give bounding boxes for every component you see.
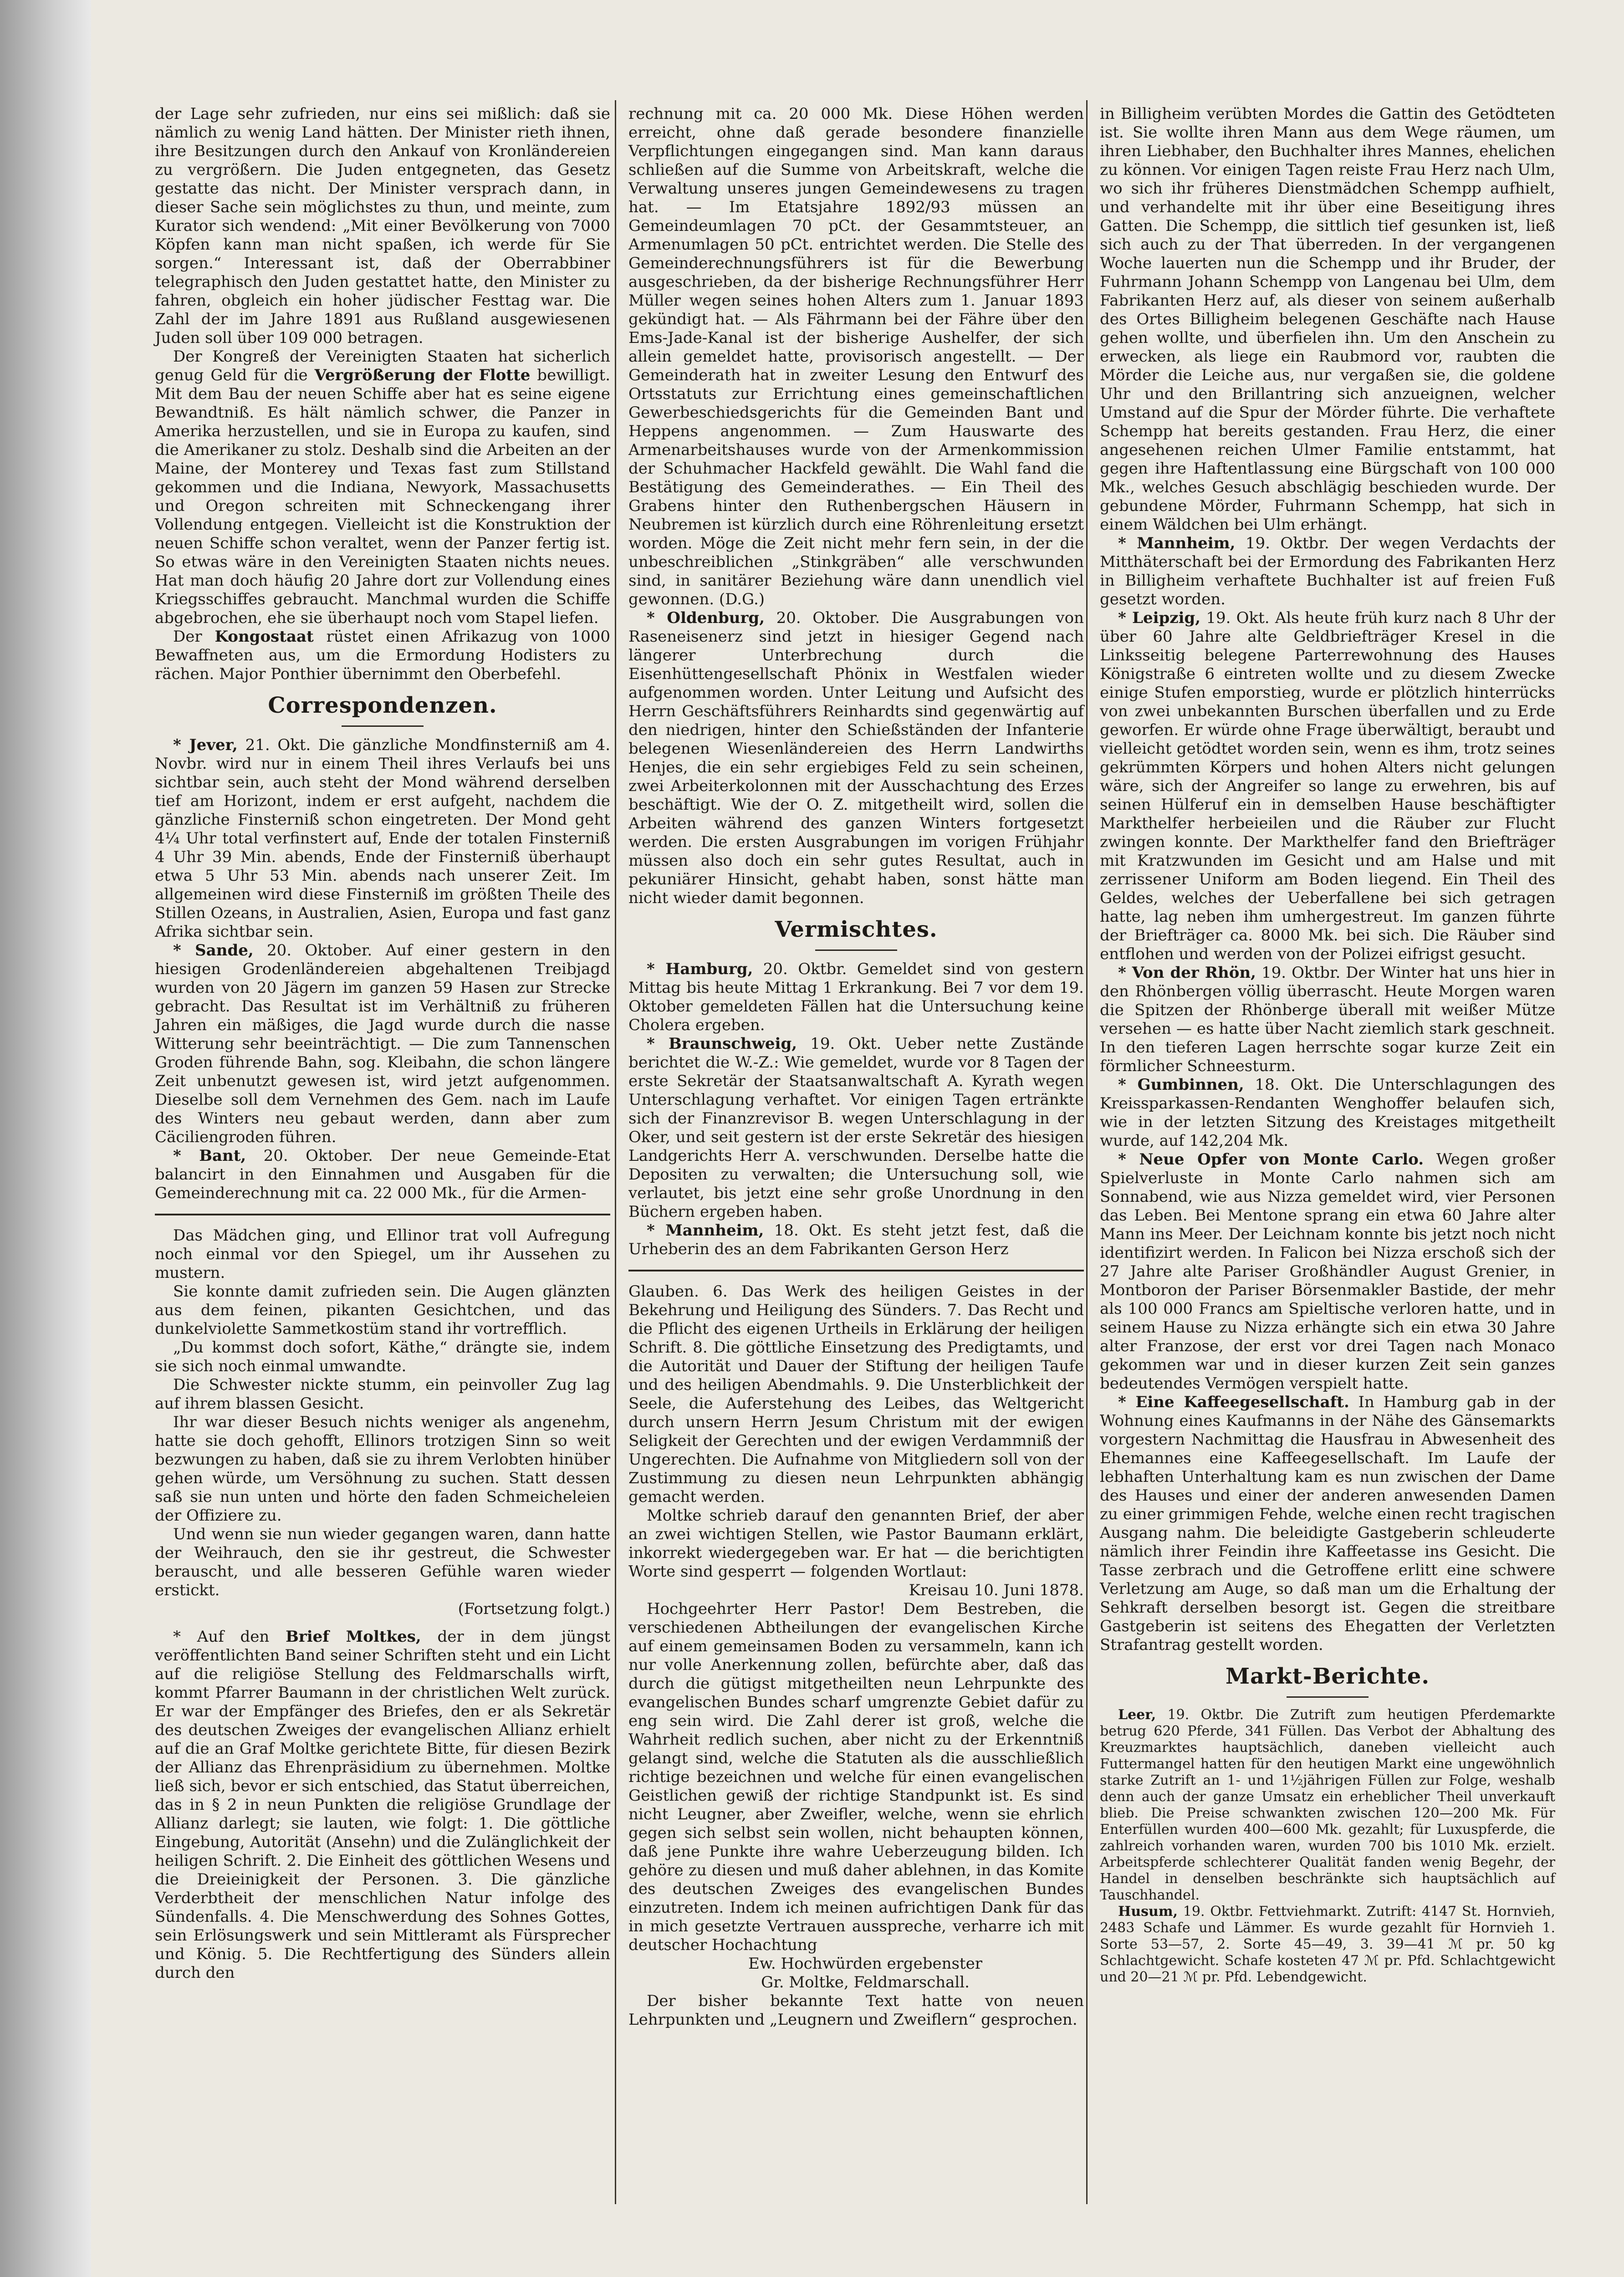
market-report-leer: Leer, 19. Oktbr. Die Zutrift zum heutigen Pferdemarkte betrug 620 Pferde, 341 Füllen. Das Verbot der Abhaltung des Kreuzmarktes hauptsächlich, daneben vielleicht auch Futtermangel hatten für den heutigen Markt eine ungewöhnlich starke Zutrift an 1- und 1½jährigen Füllen zur Folge, weshalb denn auch der ganze Umsatz ein erheblicher Theil unverkauft blieb. Die Preise schwankten zwischen 120—200 Mk. Für Enterfüllen wurden 400—600 Mk. gezahlt; für Luxuspferde, die zahlreich vorhanden waren, wurden 700 bis 1010 Mk. erzielt. Arbeitspferde schlechterer Qualität fanden wenig Begehr, der Handel in denselben beschränkte sich hauptsächlich auf Tauschhandel.: [1100, 1707, 1555, 1903]
section-heading-vermischtes: Vermischtes.: [775, 917, 938, 942]
article-flotte: Der Kongreß der Vereinigten Staaten hat sicherlich genug Geld für die Vergrößerung der Flotte bewilligt. Mit dem Bau der neuen Schiffe aber hat es seine eigene Bewandtniß. Es hält nämlich schwer, die Panzer in Amerika herzustellen, und sie in Europa zu kaufen, sind die Amerikaner zu stolz. Deshalb sind die Arbeiten an der Maine, der Monterey und Texas fast zum Stillstand gekommen und die Indiana, Newyork, Massachusetts und Oregon schreiten mit Schneckengang ihrer Vollendung entgegen. Vielleicht ist die Konstruktion der neuen Schiffe schon veraltet, wenn der Panzer fertig ist. So etwas wäre in den Vereinigten Staaten nichts neues. Hat man doch häufig 20 Jahre dort zur Vollendung eines Kriegsschiffes gebraucht. Manchmal wurden die Schiffe abgebrochen, ehe sie überhaupt noch vom Stapel liefen.: [155, 347, 611, 627]
section-heading-correspondenzen: Correspondenzen.: [268, 693, 497, 718]
feuilleton-text: Ihr war dieser Besuch nichts weniger als angenehm, hatte sie doch gehofft, Ellinors trotzigen Sinn so weit bezwungen zu haben, daß sie zu ihrem Verlobten hinüber gehen würde, um Versöhnung zu suchen. Statt dessen saß sie nun unten und hörte den faden Schmeicheleien der Offiziere zu.: [155, 1413, 610, 1525]
article-kongostaat: Der Kongostaat rüstet einen Afrikazug von 1000 Bewaffneten aus, um die Ermordung Hodisters zu rächen. Major Ponthier übernimmt den Oberbefehl.: [155, 628, 611, 683]
letter-signature: Gr. Moltke, Feldmarschall.: [761, 1973, 970, 1991]
article-leipzig: * Leipzig, 19. Okt. Als heute früh kurz nach 8 Uhr der über 60 Jahre alte Geldbriefträger Kresel in die Linksseitig belegene Parterrewohnung des Hauses Königstraße 6 eintreten wollte und zu diesem Zwecke einige Stufen emporstieg, wurde er plötzlich hinterrücks von zwei unbekannten Burschen überfallen und zu Erde geworfen. Er würde ohne Frage überwältigt, beraubt und vielleicht getödtet worden sein, wenn es ihm, trotz seines gekrümmten Körpers und hohen Alters nicht gelungen wäre, sich der Angreifer so lange zu erwehren, bis auf seinen Hülferuf ein in demselben Hause beschäftigter Markthelfer herbeieilen und die Räuber zur Flucht zwingen konnte. Der Markthelfer fand den Briefträger mit Kratzwunden im Gesicht und am Halse und mit zerrissener Uniform am Boden liegend. Ein Theil des Geldes, welches der Ueberfallene bei sich getragen hatte, lag neben ihm umhergestreut. Im ganzen führte der Briefträger ca. 8000 Mk. bei sich. Die Räuber sind entflohen und werden von der Polizei eifrigst gesucht.: [1100, 609, 1555, 963]
section-heading-marktberichte: Markt-Berichte.: [1225, 1664, 1430, 1689]
article-mannheim-2: * Mannheim, 19. Oktbr. Der wegen Verdachts der Mitthäterschaft bei der Ermordung des Fabrikanten Herz in Billigheim verhaftete Buchhalter ist auf freien Fuß gesetzt worden.: [1100, 534, 1555, 608]
article-monte-carlo: * Neue Opfer von Monte Carlo. Wegen großer Spielverluste in Monte Carlo nahmen sich am Sonnabend, wie aus Nizza gemeldet wird, vier Personen das Leben. Bei Mentone sprang ein etwa 60 Jahre alter Mann ins Meer. Der Leichnam konnte bis jetzt noch nicht identifizirt werden. In Falicon bei Nizza erschoß sich der 27 Jahre alte Pariser Großhändler August Grenier, in Montboron der Pariser Börsenmakler Bastide, der mehr als 100 000 Francs am Spieltische verloren hatte, und in seinem Hause zu Nizza erhängte sich ein etwa 30 Jahre alter Franzose, der erst vor drei Tagen nach Monaco gekommen war und in dieser kurzen Zeit sein ganzes bedeutendes Vermögen verspielt hatte.: [1100, 1150, 1556, 1393]
continuation-note: (Fortsetzung folgt.): [458, 1600, 610, 1618]
article-text: rechnung mit ca. 20 000 Mk. Diese Höhen werden erreicht, ohne daß gerade besondere finanzielle Verpflichtungen eingegangen sind. Man kann daraus schließen auf die Summe von Arbeitskraft, welche die Verwaltung unseres jungen Gemeindewesens zu tragen hat. — Im Etatsjahre 1892/93 müssen an Gemeindeumlagen 70 pCt. der Gesammtsteuer, an Armenumlagen 50 pCt. entrichtet werden. Die Stelle des Gemeinderechnungsführers ist für die Bewerbung ausgeschrieben, da der bisherige Rechnungsführer Herr Müller wegen seines hohen Alters zum 1. Januar 1893 gekündigt hat. — Als Fährmann bei der Fähre über den Ems-Jade-Kanal ist der bisherige Aushelfer, der sich allein gemeldet hatte, provisorisch angestellt. — Der Gemeinderath hat in zweiter Lesung den Entwurf des Ortsstatuts zur Errichtung eines gemeinschaftlichen Gewerbeschiedsgerichts für die Gemeinden Bant und Heppens angenommen. — Zum Hauswarte des Armenarbeitshauses wurde von der Armenkommission der Schuhmacher Hackfeld gewählt. Die Wahl fand die Bestätigung des Gemeinderathes. — Ein Theil des Grabens hinter den Ruthenbergschen Häusern in Neubremen ist kürzlich durch eine Röhrenleitung ersetzt worden. Möge die Zeit nicht mehr fern sein, in der die unbeschreiblichen „Stinkgräben“ alle verschwunden sind, in sanitärer Beziehung wäre dann unendlich viel gewonnen. (D.G.): [628, 105, 1084, 608]
feuilleton-divider: [628, 1270, 1084, 1271]
column-rule-2: [1086, 100, 1088, 2204]
letter-date: Kreisau 10. Juni 1878.: [909, 1581, 1084, 1599]
article-sande: * Sande, 20. Oktober. Auf einer gestern in den hiesigen Grodenländereien abgehaltenen Treibjagd wurden von 20 Jägern im ganzen 59 Hasen zur Strecke gebracht. Das Resultat ist im Verhältniß zu früheren Jahren ein mäßiges, die Jagd wurde durch die nasse Witterung sehr beeinträchtigt. — Die zum Tannenschen Groden führende Bahn, sog. Kleibahn, die schon längere Zeit unbenutzt gewesen ist, wird jetzt aufgenommen. Dieselbe soll dem Vernehmen des Gem. nach im Laufe des Winters neu gebaut werden, dann aber zum Cäciliengroden führen.: [155, 941, 610, 1146]
article-kaffeegesellschaft: * Eine Kaffeegesellschaft. In Hamburg gab in der Wohnung eines Kaufmanns in der Nähe des Gänsemarkts vorgestern Nachmittag die Hausfrau in Abwesenheit des Ehemannes eine Kaffeegesellschaft. Im Laufe der lebhaften Unterhaltung kam es nun zwischen der Dame des Hauses und einer der anderen anwesenden Damen zu einer grimmigen Fehde, welche einen recht tragischen Ausgang nahm. Die beleidigte Gastgeberin schleuderte nämlich ihrer Feindin ihre Kaffeetasse ins Gesicht. Die Tasse zerbrach und die Getroffene erlitt eine schwere Verletzung am Auge, so daß man um die Erhaltung der Sehkraft derselben besorgt ist. Gegen die streitbare Gastgeberin ist seitens des Ehegatten der Verletzten Strafantrag gestellt worden.: [1100, 1393, 1555, 1654]
heading-rule: [342, 725, 424, 727]
feuilleton-divider: [155, 1214, 610, 1215]
feuilleton-text: Und wenn sie nun wieder gegangen waren, dann hatte der Weihrauch, den sie ihr gestreut, die Schwester berauscht, und alle besseren Gefühle waren wieder erstickt.: [155, 1525, 610, 1599]
article-text: der Lage sehr zufrieden, nur eins sei mißlich: daß sie nämlich zu wenig Land hätten. Der Minister rieth ihnen, ihre Besitzungen durch den Ankauf von Kronländereien zu vergrößern. Die Juden entgegneten, das Gesetz gestatte das nicht. Der Minister versprach dann, in dieser Sache sein möglichstes zu thun, und meinte, zum Kurator sich wendend: „Mit einer Bevölkerung von 7000 Köpfen kann man nicht spaßen, ich werde für Sie sorgen.“ Interessant ist, daß der Oberrabbiner telegraphisch den Juden gestattet hatte, den Minister zu fahren, obgleich ein hoher jüdischer Festtag war. Die Zahl der im Jahre 1891 aus Rußland ausgewiesenen Juden soll über 109 000 betragen.: [155, 105, 610, 347]
feuilleton-text: „Du kommst doch sofort, Käthe,“ drängte sie, indem sie sich noch einmal umwandte.: [155, 1338, 610, 1375]
column-1: [155, 105, 610, 1982]
article-text: Moltke schrieb darauf den genannten Brief, der aber an zwei wichtigen Stellen, wie Pastor Baumann erklärt, inkorrekt wiedergegeben war. Er hat — die berichtigten Worte sind gesperrt — folgenden Wortlaut:: [628, 1506, 1084, 1581]
article-braunschweig: * Braunschweig, 19. Okt. Ueber nette Zustände berichtet die W.-Z.: Wie gemeldet, wurde vor 8 Tagen der erste Sekretär der Staatsanwaltschaft A. Kyrath wegen Unterschlagung verhaftet. Vor einigen Tagen ertränkte sich der Finanzrevisor B. wegen Unterschlagung in der Oker, und seit gestern ist der erste Sekretär des hiesigen Landgerichts Herr A. verschwunden. Derselbe hatte die Depositen zu verwalten; die Untersuchung soll, wie verlautet, bis jetzt eine sehr große Unordnung in den Büchern ergeben haben.: [628, 1035, 1084, 1221]
article-gumbinnen: * Gumbinnen, 18. Okt. Die Unterschlagungen des Kreissparkassen-Rendanten Wenghoffer belaufen sich, wie in der letzten Sitzung des Kreistages mitgetheilt wurde, auf 142,204 Mk.: [1100, 1076, 1555, 1150]
column-3: [1100, 105, 1555, 1986]
article-mannheim: * Mannheim, 18. Okt. Es steht jetzt fest, daß die Urheberin des an dem Fabrikanten Gerson Herz: [628, 1221, 1084, 1258]
heading-rule: [1287, 1696, 1369, 1698]
article-bant: * Bant, 20. Oktober. Der neue Gemeinde-Etat balancirt in den Einnahmen und Ausgaben für die Gemeinderechnung mit ca. 22 000 Mk., für die Armen-: [155, 1147, 611, 1202]
column-2: [628, 105, 1084, 2029]
article-rhoen: * Von der Rhön, 19. Oktbr. Der Winter hat uns hier in den Rhönbergen völlig überrascht. Heute Morgen waren die Spitzen der Rhönberge überall mit weißer Mütze versehen — es hatte über Nacht ziemlich stark geschneit. In den tieferen Lagen herrschte sogar kurze Zeit ein förmlicher Schneesturm.: [1100, 964, 1555, 1075]
column-rule-1: [615, 100, 616, 2204]
article-oldenburg: * Oldenburg, 20. Oktober. Die Ausgrabungen von Raseneisenerz sind jetzt in hiesiger Gegend nach längerer Unterbrechung durch die Eisenhüttengesellschaft Phönix in Westfalen wieder aufgenommen worden. Unter Leitung und Aufsicht des Herrn Geschäftsführers Reinhardts sind gegenwärtig auf den niedrigen, hinter den Schießständen der Infanterie belegenen Wiesenländereien des Herrn Landwirths Henjes, die ein sehr ergiebiges Feld zu sein scheinen, zwei Arbeiterkolonnen mit der Ausschachtung des Erzes beschäftigt. Wie der O. Z. mitgetheilt wird, sollen die Arbeiten während des ganzen Winters fortgesetzt werden. Die ersten Ausgrabungen im vorigen Frühjahr müssen also doch ein sehr gutes Resultat, auch in pekuniärer Hinsicht, gehabt haben, sonst hätte man nicht wieder damit begonnen.: [628, 609, 1084, 907]
letter-text: Hochgeehrter Herr Pastor! Dem Bestreben, die verschiedenen Abtheilungen der evangelischen Kirche auf einem gemeinsamen Boden zu versammeln, kann ich nur volle Anerkennung zollen, befürchte aber, daß das durch die gütigst mitgetheilten neun Lehrpunkte des evangelischen Bundes scharf umgrenzte Gebiet dafür zu eng sein wird. Die Zahl derer ist groß, welche die Wahrheit redlich suchen, aber nicht zu der Erkenntniß gelangt sind, welche die Statuten als die ausschließlich richtige bezeichnen und welche für einen evangelischen Geistlichen gewiß der richtige Standpunkt ist. Es sind nicht Leugner, aber Zweifler, welche, wenn sie ehrlich gegen sich selbst sein wollen, nicht behaupten können, daß jene Punkte ihre wahre Ueberzeugung bilden. Ich gehöre zu diesen und muß daher ablehnen, in das Komite des deutschen Zweiges des evangelischen Bundes einzutreten. Indem ich meinen aufrichtigen Dank für das in mich gesetzte Vertrauen ausspreche, verharre ich mit deutscher Hochachtung: [628, 1600, 1084, 1954]
article-hamburg: * Hamburg, 20. Oktbr. Gemeldet sind von gestern Mittag bis heute Mittag 1 Erkrankung. Bei 7 vor dem 19. Oktober gemeldeten Fällen hat die Untersuchung keine Cholera ergeben.: [628, 960, 1084, 1034]
article-text: in Billigheim verübten Mordes die Gattin des Getödteten ist. Sie wollte ihren Mann aus dem Wege räumen, um ihren Liebhaber, den Buchhalter ihres Mannes, ehelichen zu können. Vor einigen Tagen reiste Frau Herz nach Ulm, wo sich ihr früheres Dienstmädchen Schempp aufhielt, und verhandelte mit ihr über eine Beseitigung ihres Gatten. Die Schempp, die sittlich tief gesunken ist, ließ sich auch zu der That überreden. In der vergangenen Woche lauerten nun die Schempp und ihr Bruder, der Fuhrmann Johann Schempp von Langenau bei Ulm, dem Fabrikanten Herz auf, als dieser von seinem außerhalb des Ortes Billigheim belegenen Geschäfte nach Hause gehen wollte, und überfielen ihn. Um den Anschein zu erwecken, als liege ein Raubmord vor, raubten die Mörder die Leiche aus, nur vergaßen sie, die goldene Uhr und den Brillantring sich anzueignen, welcher Umstand auf die Spur der Mörder führte. Die verhaftete Schempp hat bereits gestanden. Frau Herz, die einer angesehenen reichen Ulmer Familie entstammt, hat gegen ihre Haftentlassung eine Bürgschaft von 100 000 Mk., welches Gesuch abschlägig beschieden wurde. Der gebundene Mörder, Fuhrmann Schempp, hat sich in einem Wäldchen bei Ulm erhängt.: [1100, 105, 1555, 534]
article-text: Glauben. 6. Das Werk des heiligen Geistes in der Bekehrung und Heiligung des Sünders. 7. Das Recht und die Pflicht des eigenen Urtheils in Erklärung der heiligen Schrift. 8. Die göttliche Einsetzung des Predigtamts, und die Autorität und Dauer der Stiftung der heiligen Taufe und des heiligen Abendmahls. 9. Die Unsterblichkeit der Seele, die Auferstehung des Leibes, das Weltgericht durch unsern Herrn Jesum Christum mit der ewigen Seligkeit der Gerechten und der ewigen Verdammniß der Ungerechten. Die Aufnahme von Mitgliedern soll von der Zustimmung zu diesen neun Lehrpunkten abhängig gemacht werden.: [628, 1282, 1084, 1506]
heading-rule: [815, 950, 897, 951]
letter-closing: Ew. Hochwürden ergebenster: [748, 1955, 982, 1973]
feuilleton-text: Sie konnte damit zufrieden sein. Die Augen glänzten aus dem feinen, pikanten Gesichtchen, und das dunkelviolette Sammetkostüm stand ihr vortrefflich.: [155, 1282, 610, 1338]
market-report-husum: Husum, 19. Oktbr. Fettviehmarkt. Zutrift: 4147 St. Hornvieh, 2483 Schafe und Lämmer. Es wurde gezahlt für Hornvieh 1. Sorte 53—57, 2. Sorte 45—49, 3. 39—41 ℳ pr. 50 kg Schlachtgewicht. Schafe kosteten 47 ℳ pr. Pfd. Schlachtgewicht und 20—21 ℳ pr. Pfd. Lebendgewicht.: [1100, 1904, 1555, 1985]
scan-margin: [0, 0, 91, 2277]
feuilleton-text: Das Mädchen ging, und Ellinor trat voll Aufregung noch einmal vor den Spiegel, um ihr Aussehen zu mustern.: [155, 1226, 610, 1282]
newspaper-page: [91, 0, 1624, 2277]
article-text: Der bisher bekannte Text hatte von neuen Lehrpunkten und „Leugnern und Zweiflern“ gesprochen.: [628, 1992, 1084, 2029]
feuilleton-text: Die Schwester nickte stumm, ein peinvoller Zug lag auf ihrem blassen Gesicht.: [155, 1376, 610, 1413]
article-jever: * Jever, 21. Okt. Die gänzliche Mondfinsterniß am 4. Novbr. wird nur in einem Theil ihres Verlaufs bei uns sichtbar sein, auch steht der Mond während derselben tief am Horizont, indem er erst aufgeht, nachdem die gänzliche Finsterniß schon eingetreten. Der Mond geht 4¼ Uhr total verfinstert auf, Ende der totalen Finsterniß 4 Uhr 39 Min. abends, Ende der Finsterniß überhaupt etwa 5 Uhr 53 Min. abends nach unserer Zeit. Im allgemeinen wird diese Finsterniß im größten Theile des Stillen Ozeans, in Australien, Asien, Europa und fast ganz Afrika sichtbar sein.: [155, 736, 611, 941]
article-moltke: * Auf den Brief Moltkes, der in dem jüngst veröffentlichten Band seiner Schriften steht und ein Licht auf die religiöse Stellung des Feldmarschalls wirft, kommt Pfarrer Baumann in der christlichen Welt zurück. Er war der Empfänger des Briefes, den er als Sekretär des deutschen Zweiges der evangelischen Allianz erhielt auf die an Graf Moltke gerichtete Bitte, für diesen Bezirk der Allianz das Ehrenpräsidium zu übernehmen. Moltke ließ sich, bevor er sich entschied, das Statut überreichen, das in § 2 in neun Punkten die religiöse Grundlage der Allianz darlegt; sie lauten, wie folgt: 1. Die göttliche Eingebung, Autorität (Ansehn) und die Zulänglichkeit der heiligen Schrift. 2. Die Einheit des göttlichen Wesens und die Dreieinigkeit der Personen. 3. Die gänzliche Verderbtheit der menschlichen Natur infolge des Sündenfalls. 4. Die Menschwerdung des Sohnes Gottes, sein Erlösungswerk und sein Mittleramt als Fürsprecher und König. 5. Die Rechtfertigung des Sünders allein durch den: [155, 1628, 610, 1982]
